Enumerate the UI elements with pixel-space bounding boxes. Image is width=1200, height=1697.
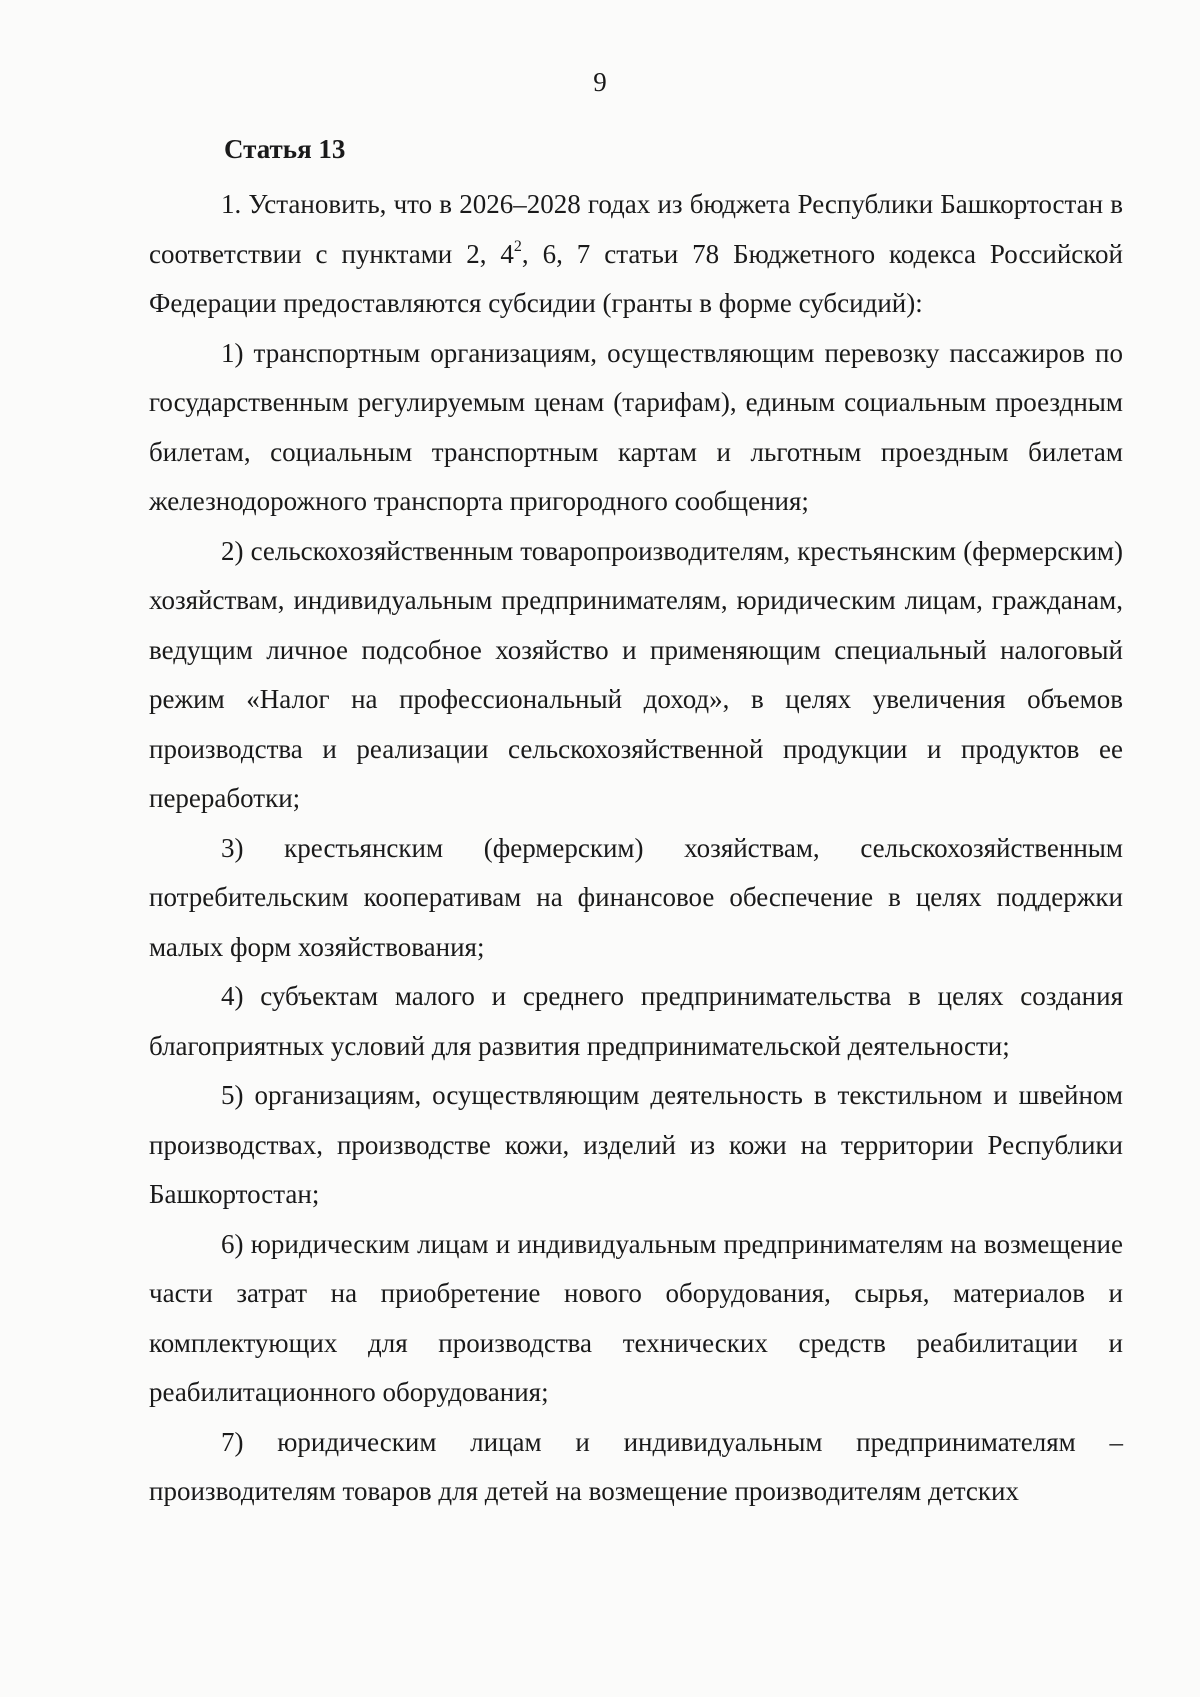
article-title: Статья 13 — [224, 134, 346, 164]
superscript-index: 2 — [513, 237, 522, 255]
list-item-5: 5) организациям, осуществляющим деятельность в текстильном и швейном производствах, производстве кожи, изделий из кожи на территории Республики Башкортостан; — [149, 1080, 1123, 1209]
paragraph-intro-text-end: , 6, 7 статьи 78 Бюджетного кодекса Российской Федерации предоставляются субсидии (гранты в форме субсидий): — [149, 238, 1123, 318]
article-body — [149, 180, 1123, 1517]
list-item-1: 1) транспортным организациям, осуществляющим перевозку пассажиров по государственным регулируемым ценам (тарифам), единым социальным проездным билетам, социальным транспортным картам и льготным проездным билетам железнодорожного транспорта пригородного сообщения; — [149, 337, 1123, 516]
list-item-4: 4) субъектам малого и среднего предпринимательства в целях создания благоприятных условий для развития предпринимательской деятельности; — [149, 981, 1123, 1061]
page-number: 9 — [593, 67, 607, 97]
paragraph-intro-text-start: 1. Установить, что в 2026–2028 годах из бюджета Республики Башкортостан в соответствии с пунктами 2, 4 — [149, 189, 1123, 269]
list-item-2: 2) сельскохозяйственным товаропроизводителям, крестьянским (фермерским) хозяйствам, индивидуальным предпринимателям, юридическим лицам, гражданам, ведущим личное подсобное хозяйство и применяющим специальный налоговый режим «Налог на профессиональный доход», в целях увеличения объемов производства и реализации сельскохозяйственной продукции и продуктов ее переработки; — [149, 535, 1123, 813]
list-item-3: 3) крестьянским (фермерским) хозяйствам, сельскохозяйственным потребительским кооперативам на финансовое обеспечение в целях поддержки малых форм хозяйствования; — [149, 832, 1123, 962]
list-item-6: 6) юридическим лицам и индивидуальным предпринимателям на возмещение части затрат на приобретение нового оборудования, сырья, материалов и комплектующих для производства технических средств реабилитации и реабилитационного оборудования; — [149, 1228, 1123, 1407]
list-item-7: 7) юридическим лицам и индивидуальным предпринимателям – производителям товаров для детей на возмещение производителям детских — [149, 1426, 1123, 1506]
paragraph-intro — [149, 180, 1123, 329]
